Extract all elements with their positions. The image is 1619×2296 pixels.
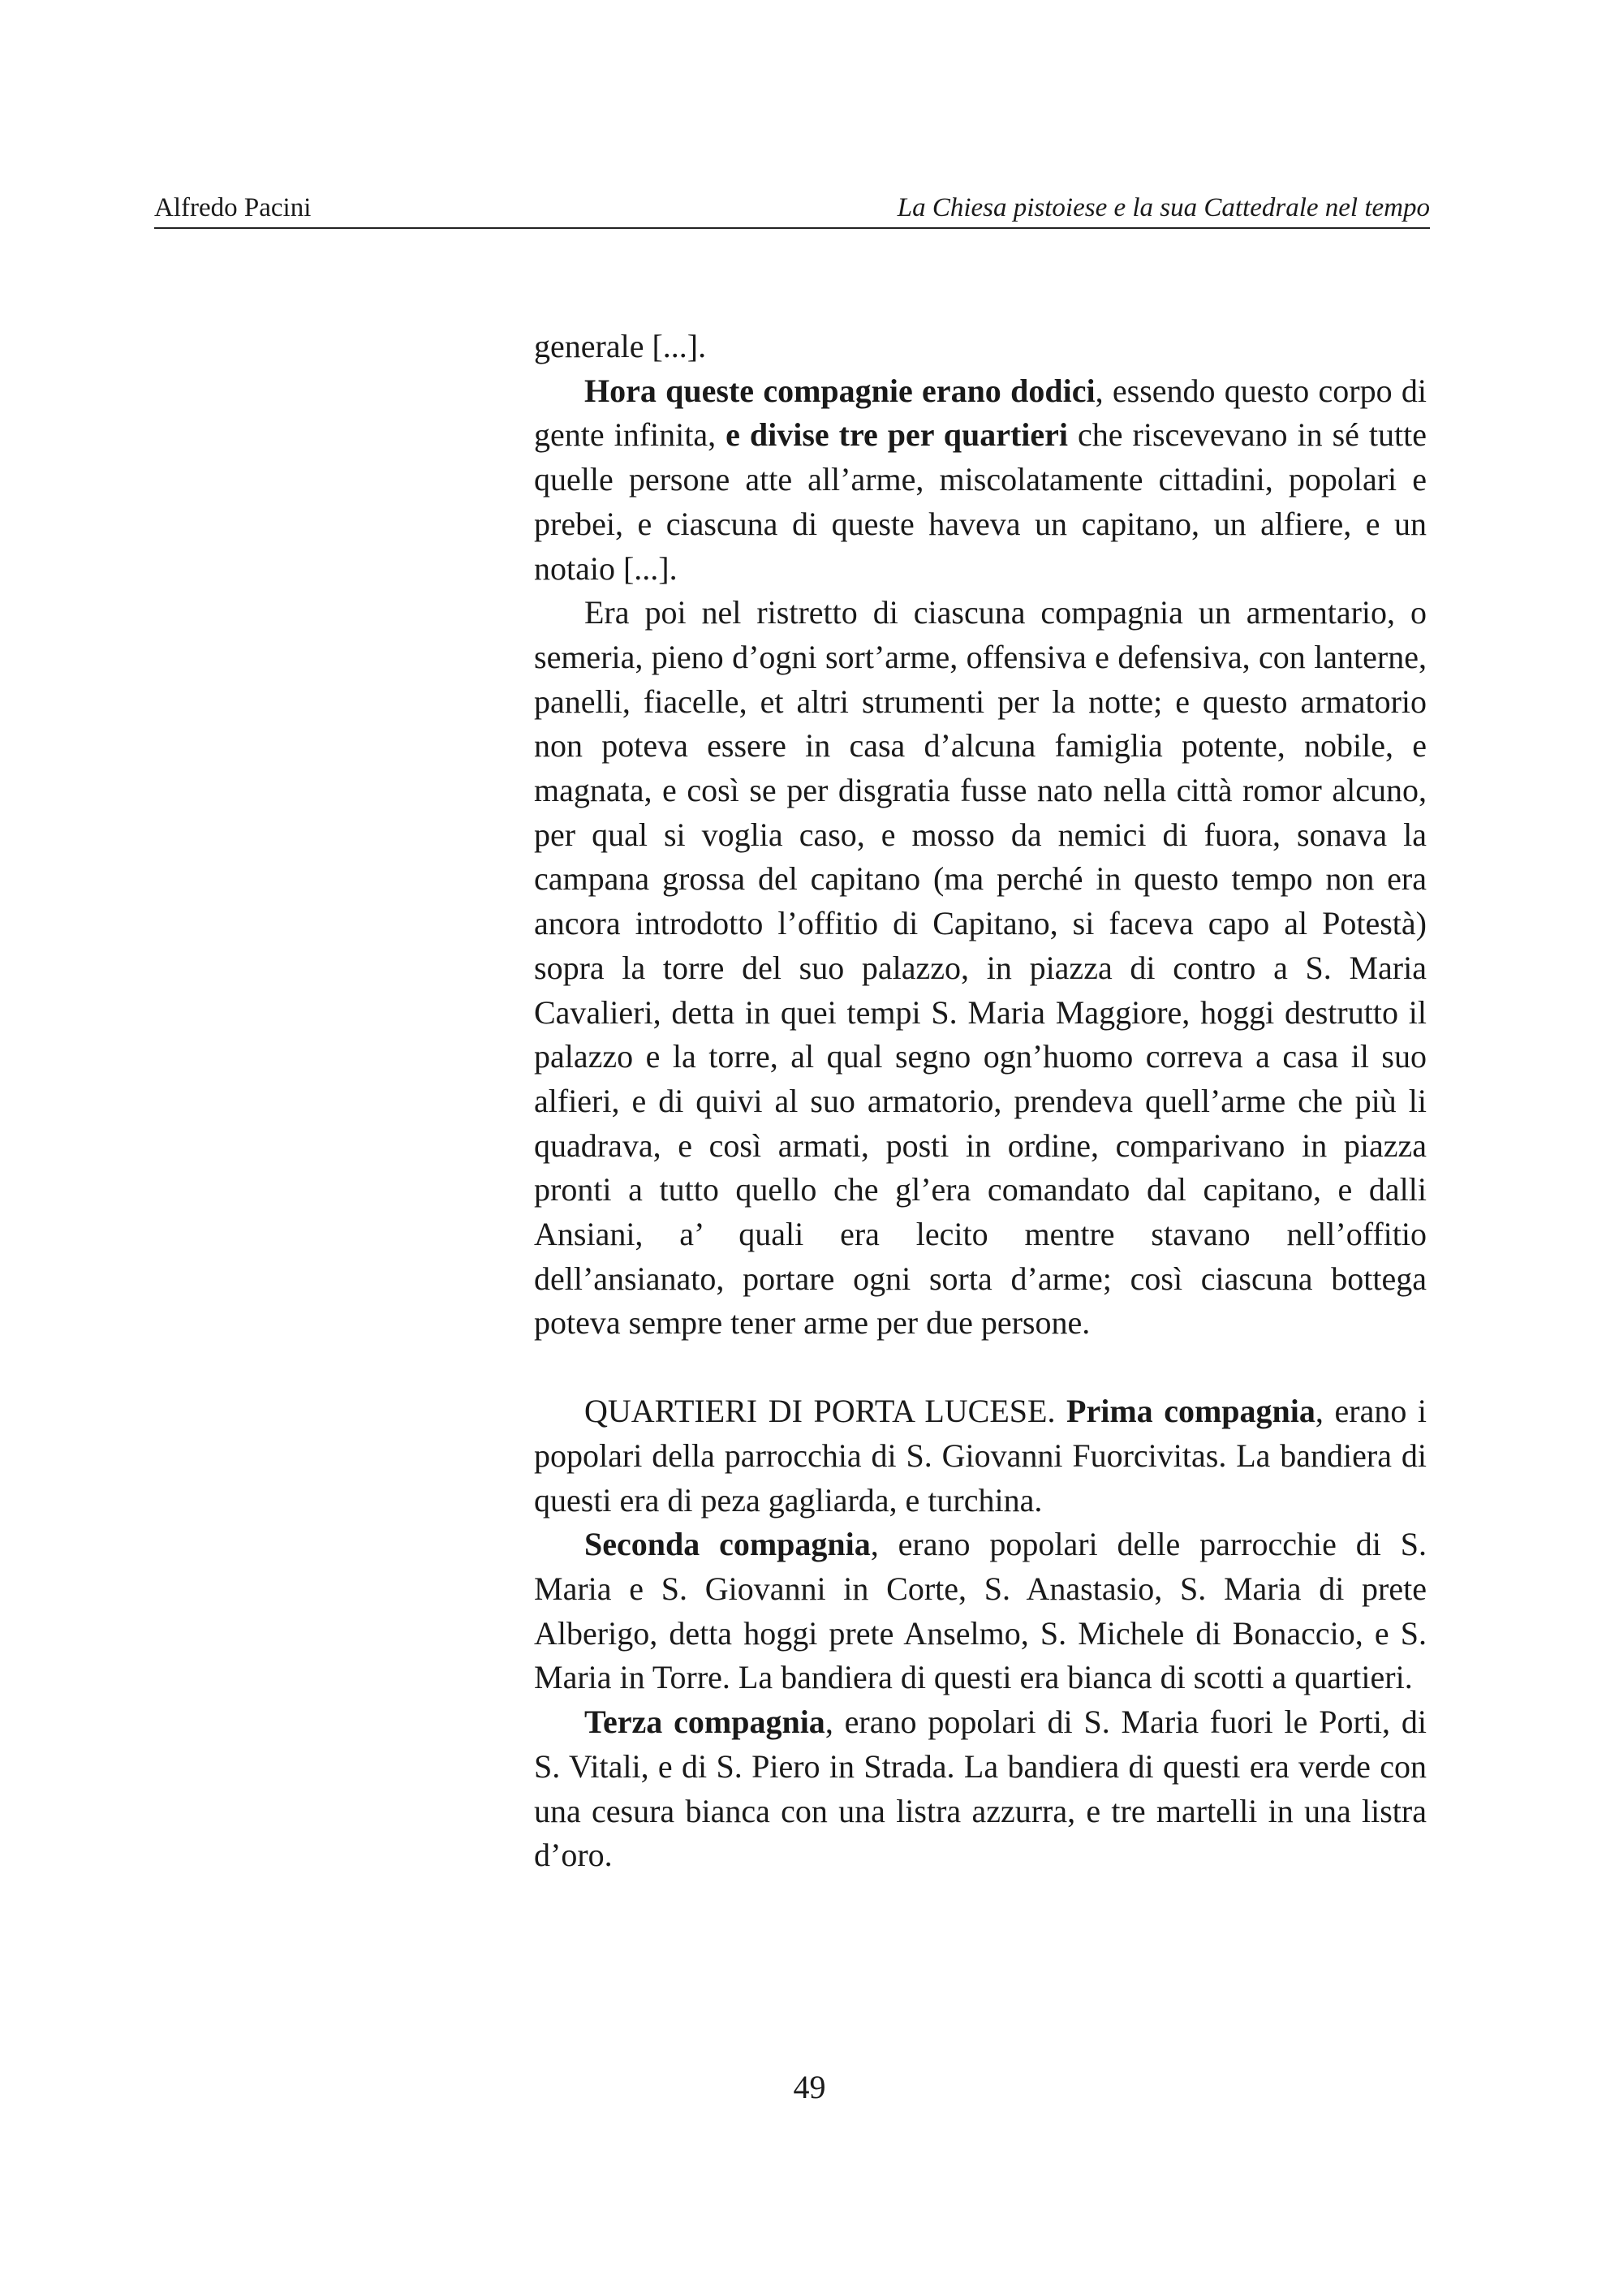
paragraph-text: , essendo questo corpo di gente infinita,: [534, 372, 1427, 454]
bold-phrase: Hora queste compagnie erano dodici: [584, 372, 1096, 409]
paragraph-prima-compagnia: [534, 1389, 1427, 1523]
page-number: 49: [793, 2069, 826, 2105]
lead-in: Terza compagnia: [584, 1704, 825, 1741]
paragraph-text: , erano popolari di S. Maria fuori le Porti, di S. Vitali, e di S. Piero in Strada. La bandiera di questi era verde con una cesura bianca con una listra azzurra, e tre martelli in una listra d’oro.: [534, 1704, 1427, 1874]
paragraph-text: Era poi nel ristretto di ciascuna compagnia un armentario, o semeria, pieno d’ogni sort’arme, offensiva e defensiva, con lanterne, panelli, fiacelle, et altri strumenti per la notte; e questo armatorio non poteva essere in casa d’alcuna famiglia potente, nobile, e magnata, e così se per disgratia fusse nato nella città romor alcuno, per qual si voglia caso, e mosso da nemici di fuora, sonava la campana grossa del capitano (ma perché in questo tempo non era ancora introdotto l’offitio di Capitano, si faceva capo al Potestà) sopra la torre del suo palazzo, in piazza di contro a S. Maria Cavalieri, detta in quei tempi S. Maria Maggiore, hoggi destrutto il palazzo e la torre, al qual segno ogn’huomo correva a casa il suo alfieri, e di quivi al suo armatorio, prendeva quell’arme che più li quadrava, e così armati, posti in ordine, comparivano in piazza pronti a tutto quello che gl’era comandato dal capitano, e dalli Ansiani, a’ quali era lecito mentre stavano nell’offitio dell’ansianato, portare ogni sorta d’arme; così ciascuna bottega poteva sempre tener arme per due persone.: [534, 594, 1427, 1342]
section-gap: [534, 1346, 1427, 1389]
paragraph-continuation: [534, 325, 1427, 369]
header-book-title: La Chiesa pistoiese e la sua Cattedrale nel tempo: [897, 193, 1430, 222]
paragraph-seconda-compagnia: [534, 1523, 1427, 1700]
running-header: [154, 188, 1430, 229]
lead-in: Prima compagnia: [1066, 1393, 1315, 1430]
header-author: Alfredo Pacini: [154, 193, 312, 222]
paragraph-terza-compagnia: [534, 1700, 1427, 1878]
paragraph-text: che riscevevano in sé tutte quelle persone atte all’arme, miscolatamente cittadini, popolari e prebei, e ciascuna di queste haveva un capitano, un alfiere, e un notaio [...].: [534, 416, 1427, 587]
paragraph-text: , erano popolari delle parrocchie di S. Maria e S. Giovanni in Corte, S. Anastasio, S. Maria di prete Alberigo, detta hoggi prete Anselmo, S. Michele di Bonaccio, e S. Maria in Torre. La bandiera di questi era bianca di scotti a quartieri.: [534, 1526, 1427, 1696]
lead-in: Seconda compagnia: [584, 1526, 871, 1563]
paragraph-armentario: [534, 591, 1427, 1346]
paragraph-compagnie: [534, 369, 1427, 592]
paragraph-text: , erano i popolari della parrocchia di S. Giovanni Fuorcivitas. La bandiera di questi era di peza gagliarda, e turchina.: [534, 1393, 1427, 1518]
section-heading: QUARTIERI DI PORTA LUCESE.: [584, 1393, 1067, 1430]
body-text: [534, 325, 1427, 1878]
paragraph-text: generale [...].: [534, 328, 707, 364]
bold-phrase: e divise tre per quartieri: [726, 416, 1069, 454]
